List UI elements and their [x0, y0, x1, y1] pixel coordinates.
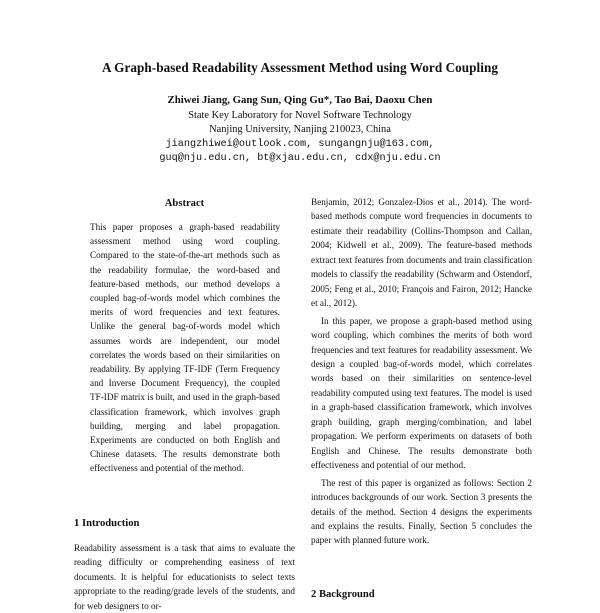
- email-line: jiangzhiwei@outlook.com, sungangnju@163.com,: [165, 139, 435, 150]
- right-column: [311, 195, 532, 548]
- author-list: Zhiwei Jiang, Gang Sun, Qing Gu*, Tao Bai, Daoxu Chen: [167, 94, 433, 106]
- abstract-heading: Abstract: [164, 198, 205, 209]
- affiliation-line: Nanjing University, Nanjing 210023, China: [209, 124, 391, 135]
- paragraph-text: Readability assessment is a task that aims to evaluate the reading difficulty or comprehending easiness of text documents. It is helpful for educationists to select texts appropriate to the reading/grade levels of the students, and for web designers to or-: [74, 543, 295, 611]
- abstract-body: This paper proposes a graph-based readability assessment method using word coupling. Compared to the state-of-the-art methods such as the readability formulae, the word-based and feature-based methods, our method develops a coupled bag-of-words model which combines the merits of word frequencies and text features. Unlike the general bag-of-words model which assumes words are independent, our model correlates the words based on their similarities on readability. By applying TF-IDF (Term Frequency and Inverse Document Frequency), the coupled TF-IDF matrix is built, and used in the graph-based classification framework, which involves graph building, merging and label propagation. Experiments are conducted on both English and Chinese datasets. The results demonstrate both effectiveness and potential of the method.: [90, 222, 280, 474]
- paragraph-text: The rest of this paper is organized as follows: Section 2 introduces backgrounds of our work. Section 3 presents the details of the method. Section 4 designs the experiments and explains the results. Finally, Section 5 concludes the paper with planned future work.: [311, 477, 532, 546]
- paragraph-text: Benjamin, 2012; Gonzalez-Dios et al., 2014). The word-based methods compute word frequencies in documents to estimate their readability (Collins-Thompson and Callan, 2004; Kidwell et al., 2009). The feature-based methods extract text features from documents and train classification models to classify the readability (Schwarm and Ostendorf, 2005; Feng et al., 2010; François and Fairon, 2012; Hancke et al., 2012).: [311, 197, 532, 309]
- email-line: guq@nju.edu.cn, bt@xjau.edu.cn, cdx@nju.edu.cn: [159, 153, 441, 164]
- affiliation-line: State Key Laboratory for Novel Software Technology: [188, 110, 412, 121]
- section-heading-background: 2 Background: [311, 589, 375, 600]
- paragraph-text: In this paper, we propose a graph-based method using word coupling, which combines the merits of both word frequencies and text features for readability assessment. We design a coupled bag-of-words model, which correlates words based on their similarities on sentence-level readability computed using text features. The model is used in a graph-based classification framework, which involves graph building, graph merging/combination, and label propagation. We perform experiments on datasets of both English and Chinese. The results demonstrate both effectiveness and potential of our method.: [311, 315, 532, 471]
- section-heading-introduction: 1 Introduction: [74, 518, 140, 529]
- intro-paragraph: [74, 541, 295, 613]
- paper-title: A Graph-based Readability Assessment Method using Word Coupling: [101, 60, 499, 75]
